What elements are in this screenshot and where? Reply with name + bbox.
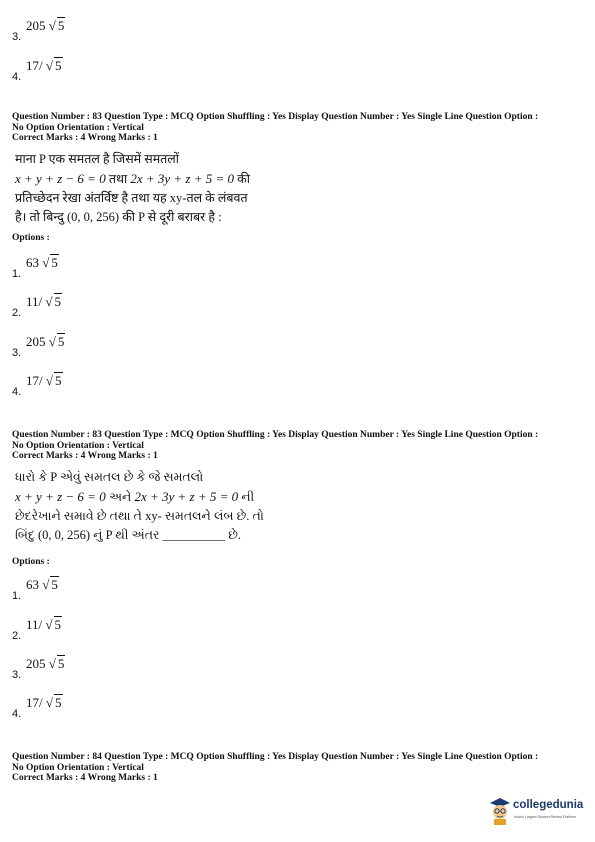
option-1: 1.63 √ 5 bbox=[12, 577, 58, 602]
option-number: 4. bbox=[12, 71, 22, 83]
option-value: 17/ √ 5 bbox=[26, 58, 62, 73]
option-number: 3. bbox=[12, 31, 22, 43]
option-4: 4.17/ √ 5 bbox=[12, 373, 62, 398]
logo-text: collegedunia bbox=[513, 799, 584, 811]
question-text-gujarati: ધારો કે P એવું સમતલ છે કે જે સમતલો x + y + z − 6 = 0 અને 2x + 3y + z + 5 = 0 ની છેદરેખાને સમાવે છે તથા તે xy- સમતલને લંબ છે. તો બિંદુ (0, 0, 256) નું P થી અંતર __________ છે. bbox=[15, 470, 264, 542]
option-3-top bbox=[12, 18, 65, 43]
question-meta: Question Number : 83 Question Type : MCQ Option Shuffling : Yes Display Question Number : Yes Single Line Question Option : No Option Orientation : Vertical Correct Marks : 4 Wrong Marks : 1 bbox=[12, 430, 539, 461]
option-4-top bbox=[12, 58, 63, 83]
option-1: 1.63 √ 5 bbox=[12, 255, 58, 280]
mascot-icon bbox=[488, 794, 512, 826]
option-3: 3.205 √ 5 bbox=[12, 656, 65, 681]
option-value: 205 √ 5 bbox=[26, 18, 65, 33]
question-meta: Question Number : 84 Question Type : MCQ Option Shuffling : Yes Display Question Number : Yes Single Line Question Option : No Option Orientation : Vertical Correct Marks : 4 Wrong Marks : 1 bbox=[12, 752, 539, 783]
question-text-hindi: माना P एक समतल है जिसमें समतलों x + y + z − 6 = 0 तथा 2x + 3y + z + 5 = 0 की प्रतिच्छेदन रेखा अंतर्विष्ट है तथा यह xy-तल के लंबवत है। तो बिन्दु (0, 0, 256) की P से दूरी बराबर है : bbox=[15, 152, 250, 224]
option-2: 2.11/ √ 5 bbox=[12, 294, 62, 319]
collegedunia-logo bbox=[488, 794, 583, 830]
question-meta: Question Number : 83 Question Type : MCQ Option Shuffling : Yes Display Question Number : Yes Single Line Question Option : No Option Orientation : Vertical Correct Marks : 4 Wrong Marks : 1 bbox=[12, 112, 539, 143]
logo-tagline: India's Largest Student Review Platform bbox=[514, 815, 577, 819]
options-label: Options : bbox=[12, 233, 50, 243]
option-4: 4.17/ √ 5 bbox=[12, 695, 62, 720]
option-2: 2.11/ √ 5 bbox=[12, 617, 62, 642]
option-3: 3.205 √ 5 bbox=[12, 334, 65, 359]
options-label: Options : bbox=[12, 557, 50, 567]
